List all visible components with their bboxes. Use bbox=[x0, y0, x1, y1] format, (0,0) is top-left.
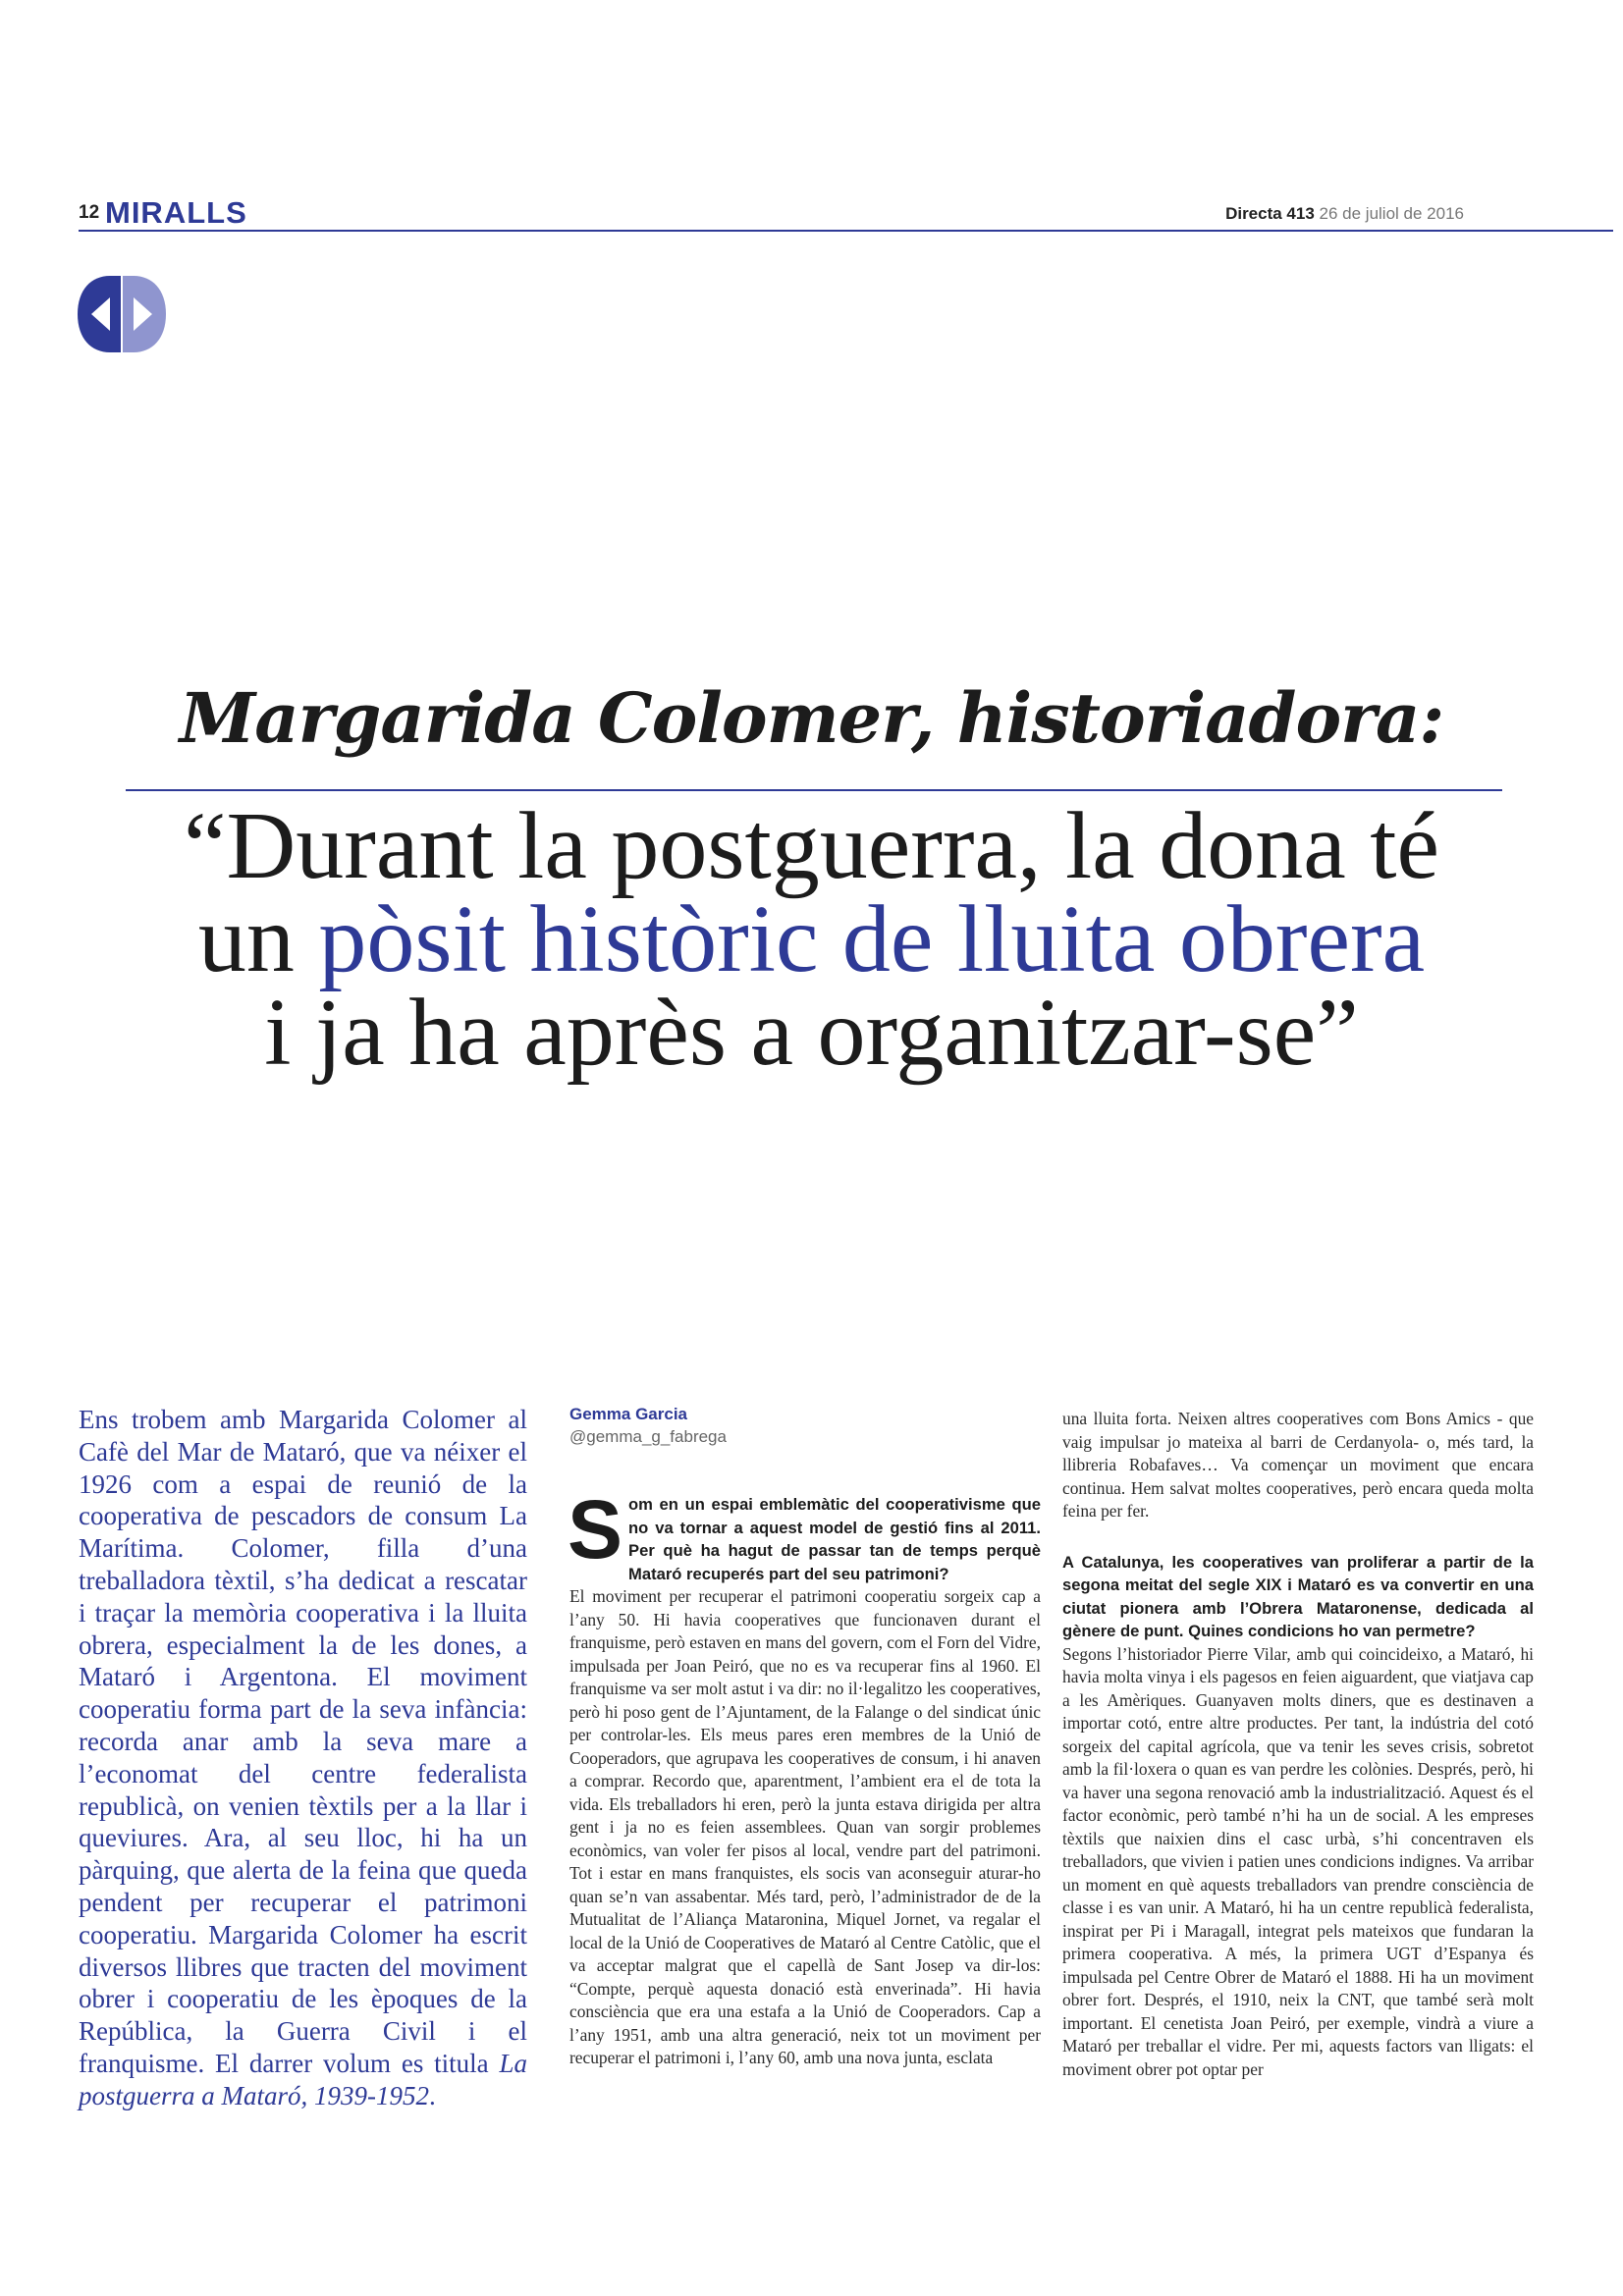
issue-date: 26 de juliol de 2016 bbox=[1319, 204, 1464, 223]
page-header bbox=[79, 196, 1544, 230]
intro-paragraph bbox=[79, 1404, 527, 2112]
drop-cap: S bbox=[568, 1483, 623, 1575]
headline-quote bbox=[0, 793, 1623, 1086]
quote-line-2 bbox=[0, 886, 1623, 992]
section-title: MIRALLS bbox=[105, 195, 247, 230]
headline-kicker: Margarida Colomer, historiadora: bbox=[179, 677, 1444, 759]
question-1 bbox=[568, 1483, 1041, 1585]
quote-line-1: “Durant la postguerra, la dona té bbox=[184, 793, 1439, 899]
question-2: A Catalunya, les cooperatives van proliferar a partir de la segona meitat del segle XIX i Mataró es va convertir en una ciutat pionera amb l’Obrera Mataronense, dedicada al gènere de punt. Quines condicions ho van permetre? bbox=[1062, 1552, 1534, 1640]
publication-name: Directa 413 bbox=[1225, 204, 1315, 223]
book-title: La postguerra a Mataró, 1939-1952 bbox=[79, 2048, 527, 2110]
intro-text: Ens trobem amb Margarida Colomer al Cafè del Mar de Mataró, que va néixer el 1926 com a espai de reunió de la cooperativa de pescadors de consum La Marítima. Colomer, filla d’una treballadora tèxtil, s’ha dedicat a rescatar i traçar la memòria cooperativa i la lluita obrera, especialment la de les dones, a Mataró i Argentona. El moviment cooperatiu forma part de la seva infància: recorda anar amb la seva mare a l’economat del centre federalista republicà, on venien tèxtils per a la llar i queviures. Ara, al seu lloc, hi ha un pàrquing, que alerta de la feina que queda pendent per recuperar el patrimoni cooperatiu. Margarida Colomer ha escrit diversos llibres que tracten del moviment obrer i cooperatiu de les èpoques de la República, la Guerra Civil i el franquisme. El darrer volum es titula bbox=[79, 1405, 527, 2078]
answer-1: El moviment per recuperar el patrimoni cooperatiu sorgeix cap a l’any 50. Hi havia cooperatives que funcionaven durant el franquisme, però estaven en mans del govern, com el Forn del Vidre, impulsada per Joan Peiró, que no es va recuperar fins al 1960. El franquisme va ser molt astut i va dir: no il·legalitzo les cooperatives, però hi poso gent de l’Ajuntament, de la Falange o del sindicat únic per controlar-les. Els meus pares eren membres de la Unió de Cooperadors, que agrupava les cooperatives de consum, i hi anaven a comprar. Recordo que, aparentment, l’ambient era el de tota la vida. Els treballadors hi eren, però la junta estava dirigida per altra gent i ja no es feien assemblees. Quan van sorgir problemes econòmics, van voler fer pisos al local, vendre part del patrimoni. Tot i estar en mans franquistes, els socis van aconseguir aturar-ho quan se’n van assabentar. Més tard, però, l’administrador de de la Mutualitat de l’Aliança Mataronina, Miquel Jornet, va regalar el local de la Unió de Cooperatives de Mataró al Centre Catòlic, que el va acceptar malgrat que el capellà de Sant Josep va dir-los: “Compte, perquè aquesta donació està enverinada”. Hi havia consciència que era una estafa a la Unió de Cooperadors. Cap a l’any 1951, amb una altra generació, neix tot un moviment per recuperar el patrimoni i, l’any 60, amb una nova junta, esclata bbox=[569, 1586, 1041, 2067]
answer-2: Segons l’historiador Pierre Vilar, amb qui coincideixo, a Mataró, hi havia molta vinya i els pagesos en feien aiguardent, que viatjava cap a les Amèriques. Guanyaven molts diners, que es destinaven a importar cotó, entre altre productes. Per tant, la indústria del cotó sorgeix del capital agrícola, que va tenir les seves crisis, sobretot amb la fil·loxera o quan es van perdre les colònies. Després, però, hi va haver una segona renovació amb la industrialització. Aquest és el factor econòmic, però també n’hi ha un de social. A les empreses tèxtils que naixien dins el casc urbà, s’hi concentraven els treballadors, que vivien i patien unes condicions indignes. Va arribar un moment en què aquests treballadors van prendre consciència de classe i es van unir. A Mataró, hi ha un centre republicà federalista, inspirat per Pi i Maragall, integrat pels mateixos que fundaran la primera cooperativa. A més, la primera UGT d’Espanya és impulsada pel Centre Obrer de Mataró el 1888. Hi ha un moviment obrer fort. Després, el 1910, neix la CNT, que també serà molt important. El cenetista Joan Peiró, per exemple, vindrà a viure a Mataró per treballar el vidre. Per mi, aquests factors van lligats: el moviment obrer pot optar per bbox=[1062, 1643, 1534, 2079]
interview-column-2 bbox=[1062, 1408, 1534, 2081]
interview-column-1 bbox=[568, 1483, 1041, 2070]
headline-rule bbox=[126, 789, 1502, 791]
quote-highlight: pòsit històric de lluita obrera bbox=[318, 886, 1426, 992]
author-name: Gemma Garcia bbox=[569, 1405, 688, 1423]
byline bbox=[569, 1404, 1060, 1449]
issue-info bbox=[1225, 204, 1464, 224]
quote-line-3: i ja ha après a organitzar-se” bbox=[264, 980, 1359, 1086]
author-handle: @gemma_g_fabrega bbox=[569, 1427, 727, 1446]
page-number: 12 bbox=[79, 202, 100, 223]
intro-end: . bbox=[429, 2080, 436, 2110]
answer-1-continued: una lluita forta. Neixen altres cooperatives com Bons Amics - que vaig impulsar jo mateixa al barri de Cerdanyola- o, més tard, la llibreria Robafaves… Va començar un moviment que encara continua. Hem salvat moltes cooperatives, però encara queda molta feina per fer. bbox=[1062, 1409, 1534, 1521]
play-arrows-icon bbox=[78, 276, 166, 352]
quote-line-2-start: un bbox=[197, 886, 319, 992]
header-rule bbox=[79, 230, 1613, 232]
question-1-text: om en un espai emblemàtic del cooperativisme que no va tornar a aquest model de gestió fins al 2011. Per què ha hagut de passar tan de temps perquè Mataró recuperés part del seu patrimoni? bbox=[628, 1495, 1041, 1583]
